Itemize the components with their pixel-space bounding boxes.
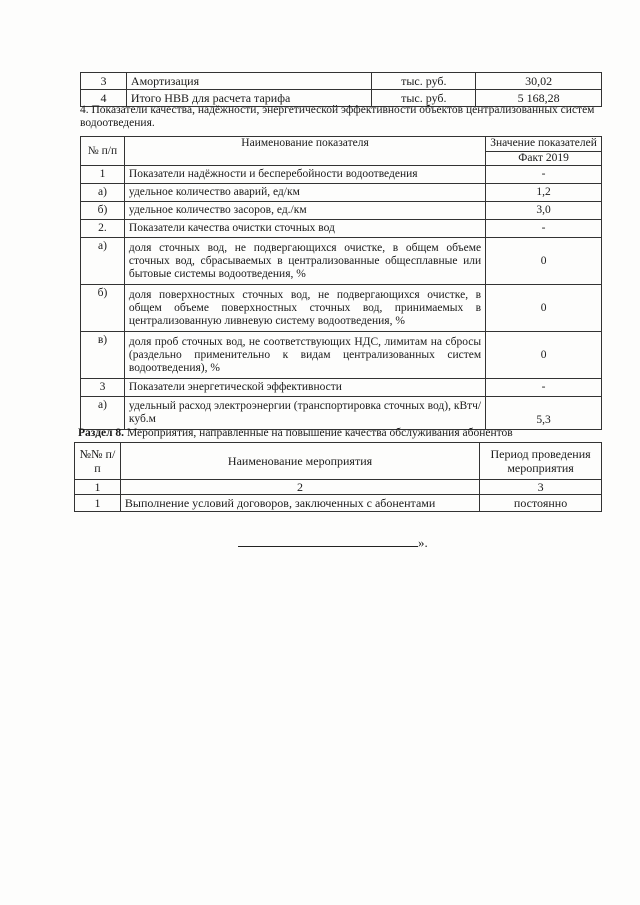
- index-cell: 1: [75, 480, 121, 495]
- header-number: № п/п: [81, 137, 125, 166]
- table-row: [75, 495, 602, 512]
- row-number: 3: [81, 379, 125, 397]
- index-cell: 2: [120, 480, 479, 495]
- header-name: Наименование мероприятия: [120, 443, 479, 480]
- section8-title: Мероприятия, направленные на повышение качества обслуживания абонентов: [124, 427, 513, 439]
- row-value: 5,3: [486, 397, 602, 430]
- row-name: удельное количество аварий, ед/км: [124, 184, 485, 202]
- table-header-row: [75, 443, 602, 480]
- section8-label: Раздел 8.: [78, 427, 125, 439]
- row-value: 30,02: [476, 73, 602, 90]
- row-value: 5 168,28: [476, 90, 602, 107]
- table-header-row: [81, 137, 602, 152]
- table-row: [81, 184, 602, 202]
- table-row: [81, 238, 602, 285]
- row-value: -: [486, 379, 602, 397]
- indicators-table: [80, 136, 602, 430]
- row-period: постоянно: [480, 495, 602, 512]
- table-row: [81, 73, 602, 90]
- row-unit: тыс. руб.: [372, 90, 476, 107]
- row-name: доля проб сточных вод, не соответствующих НДС, лимитам на сбросы (раздельно применительно к видам централизованных систем водоотведения), %: [124, 332, 485, 379]
- row-number: 3: [81, 73, 127, 90]
- tariff-summary-table: [80, 72, 602, 107]
- row-number: 1: [75, 495, 121, 512]
- header-value: Значение показателей: [486, 137, 602, 152]
- header-period: Период проведения мероприятия: [480, 443, 602, 480]
- row-value: 3,0: [486, 202, 602, 220]
- table-index-row: [75, 480, 602, 495]
- row-value: 0: [486, 238, 602, 285]
- row-name: доля поверхностных сточных вод, не подвергающихся очистке, в общем объеме поверхностных сточных вод, принимаемых в централизованную ливневую систему водоотведения, %: [124, 285, 485, 332]
- section8-heading: [78, 426, 513, 440]
- row-name: доля сточных вод, не подвергающихся очистке, в общем объеме сточных вод, сбрасываемых в централизованные общесплавные или бытовые системы водоотведения, %: [124, 238, 485, 285]
- closing-quote: ».: [418, 535, 428, 550]
- row-number: б): [81, 285, 125, 332]
- table-row: [81, 397, 602, 430]
- table-row: [81, 220, 602, 238]
- row-number: а): [81, 184, 125, 202]
- row-number: 1: [81, 166, 125, 184]
- closing-line: [238, 535, 428, 551]
- header-name: Наименование показателя: [124, 137, 485, 166]
- table-row: [81, 379, 602, 397]
- row-name: Показатели энергетической эффективности: [124, 379, 485, 397]
- row-value: 0: [486, 332, 602, 379]
- row-value: -: [486, 220, 602, 238]
- index-cell: 3: [480, 480, 602, 495]
- row-name: Амортизация: [126, 73, 372, 90]
- row-name: Выполнение условий договоров, заключенных с абонентами: [120, 495, 479, 512]
- row-value: 1,2: [486, 184, 602, 202]
- table-row: [81, 332, 602, 379]
- row-name: Показатели качества очистки сточных вод: [124, 220, 485, 238]
- row-name: Показатели надёжности и бесперебойности водоотведения: [124, 166, 485, 184]
- row-name: удельное количество засоров, ед./км: [124, 202, 485, 220]
- row-name: удельный расход электроэнергии (транспортировка сточных вод), кВтч/куб.м: [124, 397, 485, 430]
- row-number: а): [81, 238, 125, 285]
- row-name: Итого НВВ для расчета тарифа: [126, 90, 372, 107]
- row-value: 0: [486, 285, 602, 332]
- row-number: а): [81, 397, 125, 430]
- measures-table: [74, 442, 602, 512]
- row-number: 2.: [81, 220, 125, 238]
- table-row: [81, 285, 602, 332]
- row-unit: тыс. руб.: [372, 73, 476, 90]
- header-year: Факт 2019: [486, 151, 602, 166]
- signature-underline: [238, 536, 418, 547]
- row-number: б): [81, 202, 125, 220]
- row-value: -: [486, 166, 602, 184]
- table-row: [81, 166, 602, 184]
- section4-heading: 4. Показатели качества, надёжности, энергетической эффективности объектов централизованных систем водоотведения.: [80, 104, 595, 129]
- header-number: №№ п/п: [75, 443, 121, 480]
- row-number: 4: [81, 90, 127, 107]
- table-row: [81, 202, 602, 220]
- row-number: в): [81, 332, 125, 379]
